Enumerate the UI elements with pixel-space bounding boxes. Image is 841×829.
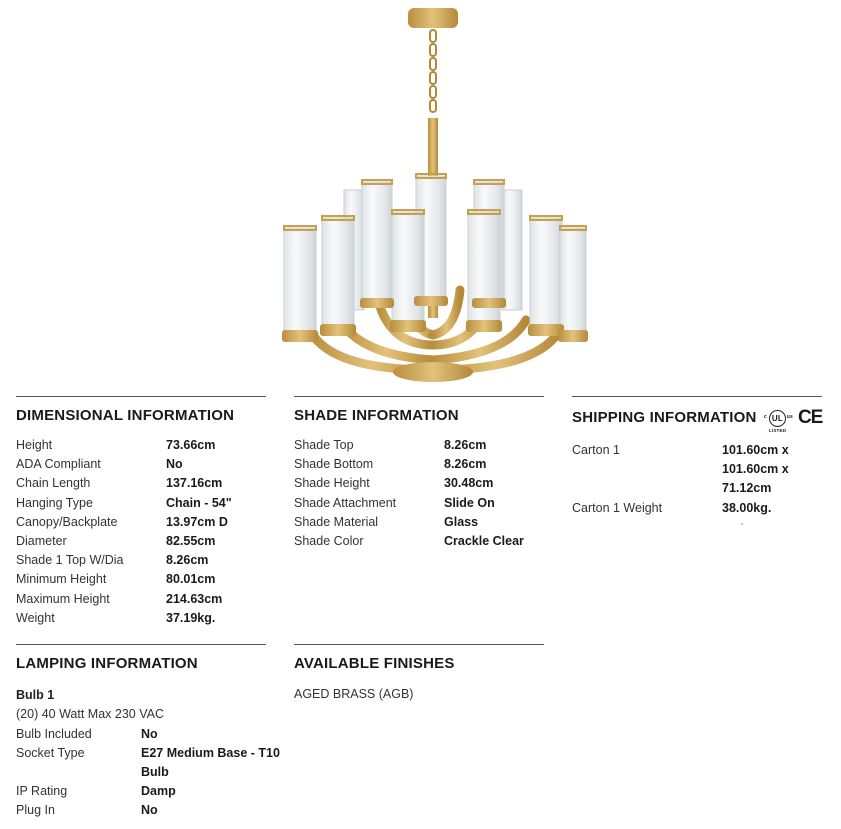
spec-label: Shade 1 Top W/Dia xyxy=(16,553,124,568)
spec-label: Shade Color xyxy=(294,534,364,549)
spec-row xyxy=(16,570,266,589)
lamping-rows xyxy=(16,725,280,821)
spec-row xyxy=(16,455,266,474)
spec-label: Height xyxy=(16,438,53,452)
spec-label: Shade Attachment xyxy=(294,495,397,510)
spec-label: Shade Top xyxy=(294,438,354,452)
spec-label: Chain Length xyxy=(16,476,91,491)
shipping-heading-row xyxy=(572,407,823,433)
spec-row xyxy=(16,474,266,493)
spec-row xyxy=(294,513,544,532)
spec-value: Glass xyxy=(444,514,479,529)
shade-rows xyxy=(294,436,544,551)
spec-value: Slide On xyxy=(444,495,495,510)
spec-label: IP Rating xyxy=(16,784,68,799)
spec-row xyxy=(572,499,822,518)
spec-value: 8.26cm xyxy=(444,457,487,472)
spec-label: Bulb Included xyxy=(16,726,92,741)
spec-label xyxy=(572,460,722,479)
certifications xyxy=(763,407,823,433)
lamping-heading: LAMPING INFORMATION xyxy=(16,655,198,672)
spec-row xyxy=(16,590,266,609)
ul-listed-label: LISTED xyxy=(768,427,787,433)
spec-label: Shade Material xyxy=(294,514,379,529)
bulb-title: Bulb 1 xyxy=(16,688,55,702)
spec-row xyxy=(16,532,266,551)
spec-value: 13.97cm D xyxy=(166,514,228,529)
spec-row xyxy=(294,455,544,474)
spec-value: Chain - 54" xyxy=(166,495,232,510)
spec-row xyxy=(16,744,280,763)
finishes-section xyxy=(294,644,544,705)
spec-label: Socket Type xyxy=(16,745,85,760)
trailing-mark: - xyxy=(740,517,744,530)
spec-row xyxy=(16,551,266,570)
shipping-rows xyxy=(572,441,822,518)
spec-value: Bulb xyxy=(141,764,169,779)
spec-label xyxy=(16,763,141,782)
spec-row xyxy=(16,494,266,513)
ce-icon: CE xyxy=(797,407,823,428)
spec-value: 82.55cm xyxy=(166,534,216,549)
spec-row xyxy=(16,782,280,801)
section-divider xyxy=(294,644,544,645)
spec-label: Shade Bottom xyxy=(294,457,374,472)
spec-label: Carton 1 Weight xyxy=(572,500,663,515)
spec-value: 71.12cm xyxy=(722,481,772,496)
ul-listed-icon xyxy=(763,410,793,433)
spec-label xyxy=(572,479,722,498)
finish-item: AGED BRASS (AGB) xyxy=(294,687,414,701)
finishes-list xyxy=(294,685,544,705)
bulb-description: (20) 40 Watt Max 230 VAC xyxy=(16,707,164,721)
dimensional-section xyxy=(16,396,266,628)
section-divider xyxy=(16,396,266,397)
spec-label: Maximum Height xyxy=(16,591,110,606)
spec-label: ADA Compliant xyxy=(16,457,101,472)
spec-value: 137.16cm xyxy=(166,476,223,491)
spec-value: No xyxy=(141,803,158,818)
section-divider xyxy=(16,644,266,645)
shipping-section xyxy=(572,396,822,530)
ul-label: UL xyxy=(771,413,783,423)
spec-value: 30.48cm xyxy=(444,476,494,491)
spec-value: 101.60cm x xyxy=(722,462,789,477)
shade-section xyxy=(294,396,544,551)
spec-row xyxy=(16,436,266,455)
lamping-section xyxy=(16,644,280,821)
section-divider xyxy=(572,396,822,397)
spec-value: 214.63cm xyxy=(166,591,223,606)
dimensional-rows xyxy=(16,436,266,628)
spec-row xyxy=(16,763,280,782)
spec-value: No xyxy=(166,457,183,472)
spec-label: Shade Height xyxy=(294,476,370,491)
shade-heading: SHADE INFORMATION xyxy=(294,407,459,424)
spec-label: Plug In xyxy=(16,803,55,818)
spec-label: Canopy/Backplate xyxy=(16,514,118,529)
spec-label: Hanging Type xyxy=(16,495,93,510)
spec-value: E27 Medium Base - T10 xyxy=(141,745,280,760)
spec-row xyxy=(294,494,544,513)
dimensional-heading: DIMENSIONAL INFORMATION xyxy=(16,407,235,424)
spec-row xyxy=(16,725,280,744)
ul-c-label: c xyxy=(763,413,767,420)
spec-row xyxy=(16,801,280,820)
spec-value: 80.01cm xyxy=(166,572,216,587)
spec-row xyxy=(572,479,822,498)
spec-value: 101.60cm x xyxy=(722,443,789,457)
spec-row xyxy=(16,609,266,628)
spec-label: Carton 1 xyxy=(572,443,620,457)
spec-row xyxy=(572,441,822,460)
spec-value: 8.26cm xyxy=(444,438,487,452)
spec-label: Minimum Height xyxy=(16,572,107,587)
spec-label: Weight xyxy=(16,610,55,625)
spec-row xyxy=(294,474,544,493)
ul-us-label: us xyxy=(786,413,793,420)
spec-row xyxy=(572,460,822,479)
finishes-heading: AVAILABLE FINISHES xyxy=(294,655,455,672)
spec-row xyxy=(16,513,266,532)
spec-value: 38.00kg. xyxy=(722,500,772,515)
spec-value: 37.19kg. xyxy=(166,610,216,625)
spec-value: Damp xyxy=(141,784,176,799)
spec-value: 73.66cm xyxy=(166,438,216,452)
shipping-heading: SHIPPING INFORMATION xyxy=(572,408,757,426)
spec-value: Crackle Clear xyxy=(444,534,524,549)
section-divider xyxy=(294,396,544,397)
spec-row xyxy=(294,436,544,455)
spec-label: Diameter xyxy=(16,534,67,549)
chandelier-icon xyxy=(270,0,590,392)
spec-value: 8.26cm xyxy=(166,553,209,568)
spec-row xyxy=(294,532,544,551)
spec-value: No xyxy=(141,726,158,741)
